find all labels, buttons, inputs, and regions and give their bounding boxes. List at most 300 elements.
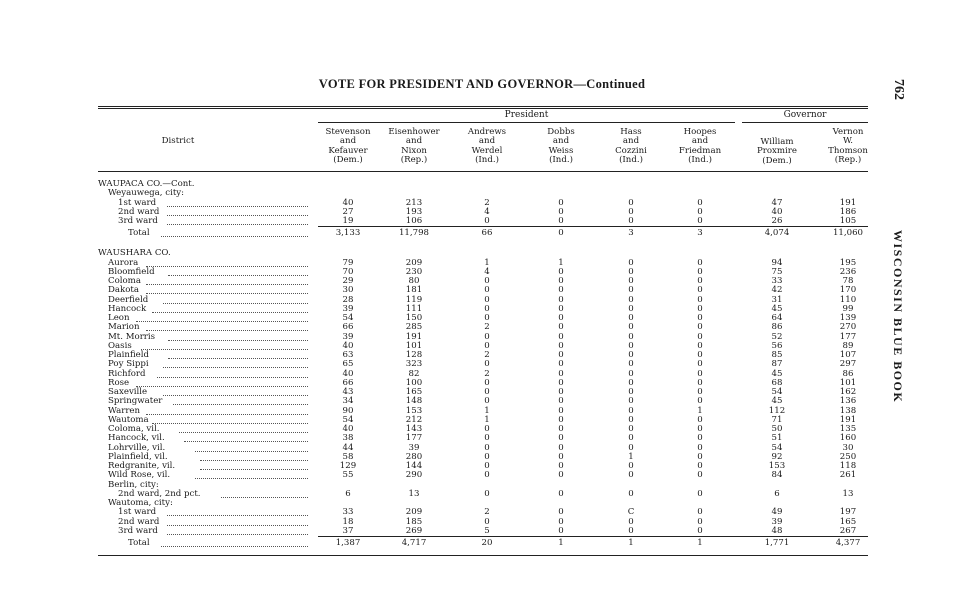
- candidate-header: [447, 128, 527, 166]
- vote-count: 70: [342, 266, 354, 277]
- vote-count: 34: [342, 396, 354, 407]
- candidate-header-line: Stevenson: [325, 127, 371, 137]
- vote-count: 0: [558, 461, 564, 471]
- district-label: Plainfield: [108, 350, 150, 360]
- district-label: 1st ward: [118, 197, 157, 208]
- vote-count: 139: [839, 313, 857, 323]
- leader-dots: [200, 459, 308, 461]
- vote-count: 0: [697, 488, 703, 499]
- vote-count: 4,377: [835, 538, 861, 548]
- vote-count: 0: [628, 322, 634, 333]
- vote-count: 162: [839, 387, 857, 397]
- vote-count: 0: [697, 276, 703, 286]
- vote-count: 269: [405, 525, 423, 536]
- vote-count: 40: [342, 340, 354, 351]
- district-label: Springwater: [108, 396, 163, 407]
- vote-count: 54: [342, 414, 354, 425]
- vote-count: 0: [628, 197, 634, 208]
- vote-count: 0: [558, 359, 564, 370]
- vote-count: 0: [484, 488, 490, 499]
- vote-count: 197: [839, 507, 857, 518]
- vote-count: 290: [405, 470, 423, 481]
- vote-count: 0: [558, 350, 564, 360]
- district-label: Leon: [108, 313, 130, 323]
- candidate-header-line: and: [691, 136, 709, 147]
- vote-count: 213: [405, 197, 423, 208]
- district-label: 1st ward: [118, 507, 157, 518]
- vote-count: 0: [628, 216, 634, 226]
- vote-count: 112: [768, 405, 786, 416]
- vote-count: 39: [771, 516, 783, 527]
- vote-count: 0: [628, 442, 634, 453]
- leader-dots: [195, 450, 308, 452]
- vote-count: 30: [842, 442, 854, 453]
- vote-count: 82: [408, 368, 420, 379]
- vote-count: 37: [342, 525, 354, 536]
- leader-dots: [167, 214, 308, 216]
- vote-count: 181: [405, 285, 423, 296]
- leader-dots: [163, 366, 308, 368]
- candidate-header: [808, 128, 888, 166]
- district-label: 2nd ward: [118, 516, 160, 527]
- vote-count: 0: [484, 396, 490, 407]
- vote-count: 209: [405, 507, 423, 518]
- vote-count: 51: [771, 433, 783, 444]
- vote-count: 0: [628, 525, 634, 536]
- vote-count: 0: [484, 276, 490, 286]
- candidate-header-line: and: [622, 136, 640, 147]
- candidate-header-line: Hoopes: [683, 127, 717, 137]
- table-top-rule-2: [98, 108, 868, 109]
- vote-count: 0: [484, 451, 490, 462]
- vote-count: 0: [558, 424, 564, 434]
- vote-count: 0: [484, 424, 490, 434]
- district-label: Wautoma, city:: [108, 498, 173, 508]
- vote-count: 0: [697, 294, 703, 305]
- vote-count: 270: [839, 322, 857, 333]
- vote-count: 2: [484, 197, 490, 208]
- vote-count: 285: [405, 322, 423, 333]
- vote-count: 0: [558, 303, 564, 314]
- vote-count: 185: [405, 516, 423, 527]
- vote-count: 0: [697, 359, 703, 370]
- vote-count: 0: [628, 206, 634, 217]
- vote-count: 0: [558, 470, 564, 481]
- candidate-header-line: Weiss: [548, 145, 574, 156]
- candidate-header-line: Andrews: [467, 127, 507, 137]
- vote-count: 118: [839, 461, 857, 471]
- vote-count: 261: [839, 470, 857, 481]
- vote-count: 5: [484, 525, 490, 536]
- vote-count: 0: [558, 525, 564, 536]
- vote-count: 0: [628, 414, 634, 425]
- candidate-header-line: W.: [842, 136, 854, 147]
- leader-dots: [146, 413, 308, 415]
- vote-count: 230: [405, 266, 423, 277]
- vote-count: 150: [405, 313, 423, 323]
- vote-count: 13: [408, 488, 420, 499]
- vote-count: 33: [342, 507, 354, 518]
- candidate-header-line: Vernon: [832, 127, 864, 137]
- vote-count: 99: [842, 303, 854, 314]
- vote-count: 0: [484, 313, 490, 323]
- vote-count: 0: [558, 340, 564, 351]
- vote-count: 0: [697, 340, 703, 351]
- district-label: Hancock, vil.: [108, 433, 165, 444]
- district-label: Coloma: [108, 276, 141, 286]
- vote-count: 0: [628, 340, 634, 351]
- vote-count: 2: [484, 350, 490, 360]
- vote-count: 110: [839, 294, 857, 305]
- vote-count: 0: [628, 461, 634, 471]
- vote-count: 0: [697, 433, 703, 444]
- vote-count: 87: [771, 359, 783, 370]
- vote-count: 236: [839, 266, 857, 277]
- district-label: 2nd ward: [118, 206, 160, 217]
- vote-count: 92: [771, 451, 783, 462]
- vote-count: 0: [697, 368, 703, 379]
- vote-count: 0: [484, 516, 490, 527]
- leader-dots: [221, 496, 308, 498]
- leader-dots: [167, 514, 308, 516]
- vote-count: 40: [342, 368, 354, 379]
- vote-count: 2: [484, 322, 490, 333]
- governor-group-label: Governor: [783, 110, 827, 120]
- vote-count: 191: [839, 414, 857, 425]
- vote-count: 66: [342, 377, 354, 388]
- vote-count: 0: [628, 359, 634, 370]
- vote-count: 0: [628, 396, 634, 407]
- vote-count: 2: [484, 368, 490, 379]
- vote-count: 0: [558, 433, 564, 444]
- vote-count: 26: [771, 216, 783, 226]
- candidate-header-line: Dobbs: [547, 127, 575, 137]
- candidate-header-line: and: [552, 136, 570, 147]
- vote-count: 0: [628, 377, 634, 388]
- vote-count: 0: [484, 359, 490, 370]
- candidate-header-line: Nixon: [401, 145, 427, 156]
- vote-count: 0: [484, 294, 490, 305]
- vote-count: 0: [628, 257, 634, 268]
- vote-count: 0: [628, 488, 634, 499]
- vote-count: 0: [558, 276, 564, 286]
- district-label: Bloomfield: [108, 266, 155, 277]
- vote-count: 0: [697, 387, 703, 397]
- district-label: Rose: [108, 377, 130, 388]
- vote-count: 0: [697, 313, 703, 323]
- vote-count: 78: [842, 276, 854, 286]
- president-group-label: President: [504, 110, 549, 120]
- vote-count: 20: [481, 538, 493, 548]
- vote-count: 1: [628, 451, 634, 462]
- candidate-header-line: Proxmire: [756, 146, 797, 157]
- vote-count: 2: [484, 507, 490, 518]
- leader-dots: [167, 524, 308, 526]
- vote-count: 47: [771, 197, 783, 208]
- district-label: Plainfield, vil.: [108, 451, 168, 462]
- leader-dots: [152, 311, 308, 313]
- district-label: Berlin, city:: [108, 479, 159, 490]
- leader-dots: [136, 385, 308, 387]
- vote-count: 63: [342, 350, 354, 360]
- vote-count: 39: [342, 331, 354, 342]
- vote-count: 31: [771, 294, 783, 305]
- vote-count: 48: [771, 525, 783, 536]
- vote-count: 38: [342, 433, 354, 444]
- vote-count: 0: [628, 266, 634, 277]
- district-label: Poy Sippi: [108, 359, 149, 370]
- vote-count: 0: [697, 216, 703, 226]
- vote-count: 0: [697, 470, 703, 481]
- leader-dots: [157, 376, 308, 378]
- candidate-header-line: Thomson: [828, 145, 868, 156]
- vote-count: 0: [697, 507, 703, 518]
- vote-count: 0: [558, 322, 564, 333]
- candidate-header-line: (Ind.): [475, 155, 499, 166]
- vote-count: 0: [697, 322, 703, 333]
- table-top-rule: [98, 106, 868, 107]
- vote-count: 128: [405, 350, 423, 360]
- vote-count: 0: [558, 228, 564, 239]
- vote-count: 0: [484, 377, 490, 388]
- vote-count: 40: [771, 206, 783, 217]
- page-number: 762: [891, 79, 906, 100]
- vote-count: 49: [771, 507, 783, 518]
- vote-count: 13: [842, 488, 854, 499]
- vote-count: 39: [342, 303, 354, 314]
- leader-dots: [168, 339, 308, 341]
- candidate-header-line: Hass: [620, 127, 642, 137]
- vote-count: 19: [342, 216, 354, 226]
- vote-count: 86: [771, 322, 783, 333]
- vote-count: 0: [628, 387, 634, 397]
- vote-count: 0: [484, 433, 490, 444]
- vote-count: 65: [342, 359, 354, 370]
- book-title-side: WISCONSIN BLUE BOOK: [891, 230, 905, 404]
- candidate-header: [660, 128, 740, 166]
- candidate-header: [737, 138, 817, 166]
- vote-count: 55: [342, 470, 354, 481]
- vote-count: 43: [342, 387, 354, 397]
- leader-dots: [179, 431, 308, 433]
- vote-count: 105: [839, 216, 857, 226]
- vote-count: 0: [558, 516, 564, 527]
- district-label: Redgranite, vil.: [108, 461, 176, 471]
- total-label: Total: [128, 228, 150, 239]
- vote-count: 6: [345, 488, 351, 499]
- vote-count: 0: [558, 405, 564, 416]
- vote-count: 153: [768, 461, 786, 471]
- candidate-header-line: (Dem.): [333, 155, 363, 166]
- vote-count: 0: [697, 424, 703, 434]
- vote-count: 39: [408, 442, 420, 453]
- vote-count: 1: [484, 405, 490, 416]
- vote-count: 3,133: [335, 228, 361, 239]
- vote-count: 0: [628, 433, 634, 444]
- leader-dots: [168, 274, 308, 276]
- vote-count: 11,798: [398, 228, 430, 239]
- vote-count: 136: [839, 396, 857, 407]
- district-label: Deerfield: [108, 294, 149, 305]
- vote-count: 44: [342, 442, 354, 453]
- district-label: Coloma, vil.: [108, 424, 160, 434]
- vote-count: 18: [342, 516, 354, 527]
- leader-dots: [146, 292, 308, 294]
- vote-count: 3: [697, 228, 703, 239]
- total-label: Total: [128, 538, 150, 548]
- district-label: Lohrville, vil.: [108, 442, 166, 453]
- vote-count: 148: [405, 396, 423, 407]
- vote-count: 195: [839, 257, 857, 268]
- vote-count: 0: [697, 285, 703, 296]
- vote-count: 101: [839, 377, 857, 388]
- vote-count: 0: [484, 461, 490, 471]
- total-rule: [318, 536, 868, 537]
- candidate-header-line: Werdel: [471, 145, 503, 156]
- candidate-header-line: Eisenhower: [388, 127, 440, 137]
- vote-count: 0: [628, 350, 634, 360]
- vote-count: 0: [628, 405, 634, 416]
- vote-count: 89: [842, 340, 854, 351]
- vote-count: 0: [697, 414, 703, 425]
- vote-count: 0: [558, 368, 564, 379]
- vote-count: 138: [839, 405, 857, 416]
- vote-count: 52: [771, 331, 783, 342]
- vote-count: 0: [697, 266, 703, 277]
- vote-count: 40: [342, 424, 354, 434]
- vote-count: 71: [771, 414, 783, 425]
- district-label: Warren: [108, 405, 141, 416]
- vote-count: 85: [771, 350, 783, 360]
- vote-count: 45: [771, 368, 783, 379]
- leader-dots: [195, 477, 308, 479]
- leader-dots: [141, 348, 308, 350]
- vote-count: 45: [771, 396, 783, 407]
- candidate-header-line: Cozzini: [615, 145, 647, 156]
- vote-count: 0: [697, 303, 703, 314]
- district-label: Mt. Morris: [108, 331, 156, 342]
- vote-count: 0: [558, 206, 564, 217]
- vote-count: 30: [342, 285, 354, 296]
- candidate-header-line: (Ind.): [619, 155, 643, 166]
- vote-count: 54: [771, 387, 783, 397]
- district-label: 2nd ward, 2nd pct.: [118, 488, 201, 499]
- vote-count: 165: [405, 387, 423, 397]
- district-header: District: [161, 136, 195, 146]
- vote-count: 86: [842, 368, 854, 379]
- vote-count: 0: [558, 396, 564, 407]
- vote-count: 58: [342, 451, 354, 462]
- vote-count: 6: [774, 488, 780, 499]
- vote-count: 0: [558, 377, 564, 388]
- leader-dots: [167, 223, 308, 225]
- vote-count: 0: [558, 285, 564, 296]
- candidate-header-line: and: [478, 136, 496, 147]
- vote-count: 193: [405, 206, 423, 217]
- vote-count: 0: [628, 303, 634, 314]
- vote-count: 0: [558, 414, 564, 425]
- candidate-header-line: (Ind.): [688, 155, 712, 166]
- district-label: Hancock: [108, 303, 147, 314]
- leader-dots: [167, 533, 308, 535]
- candidate-header-line: (Ind.): [549, 155, 573, 166]
- governor-group-rule: [742, 122, 868, 123]
- vote-count: 0: [628, 516, 634, 527]
- leader-dots: [163, 394, 308, 396]
- leader-dots: [184, 440, 308, 442]
- leader-dots: [163, 302, 308, 304]
- vote-count: 0: [628, 424, 634, 434]
- vote-count: 1: [484, 257, 490, 268]
- vote-count: 170: [839, 285, 857, 296]
- district-label: Wild Rose, vil.: [108, 470, 171, 481]
- vote-count: 0: [558, 216, 564, 226]
- vote-count: 11,060: [832, 228, 864, 239]
- vote-count: 0: [558, 266, 564, 277]
- vote-count: 0: [697, 331, 703, 342]
- leader-dots: [146, 329, 308, 331]
- vote-count: 4,717: [401, 538, 427, 548]
- vote-count: 111: [405, 303, 423, 314]
- vote-count: 153: [405, 405, 423, 416]
- leader-dots: [146, 265, 308, 267]
- candidate-header-line: (Rep.): [834, 155, 862, 166]
- vote-count: 66: [481, 228, 493, 239]
- district-label: Weyauwega, city:: [108, 188, 185, 199]
- vote-count: 177: [405, 433, 423, 444]
- vote-count: 50: [771, 424, 783, 434]
- vote-count: 56: [771, 340, 783, 351]
- vote-count: 191: [405, 331, 423, 342]
- vote-count: 0: [697, 461, 703, 471]
- vote-count: 0: [484, 216, 490, 226]
- vote-count: 0: [697, 451, 703, 462]
- vote-count: 0: [558, 294, 564, 305]
- vote-count: 143: [405, 424, 423, 434]
- vote-count: 135: [839, 424, 857, 434]
- district-label: Marion: [108, 322, 140, 333]
- district-label: Oasis: [108, 340, 132, 351]
- vote-count: 0: [484, 387, 490, 397]
- vote-count: 29: [342, 276, 354, 286]
- vote-count: 267: [839, 525, 857, 536]
- vote-count: 0: [628, 368, 634, 379]
- district-label: WAUPACA CO.—Cont.: [98, 179, 195, 189]
- vote-count: 100: [405, 377, 423, 388]
- vote-count: 3: [628, 228, 634, 239]
- candidate-header-line: Kefauver: [328, 145, 368, 156]
- leader-dots: [173, 403, 308, 405]
- vote-count: 165: [839, 516, 857, 527]
- vote-count: 209: [405, 257, 423, 268]
- leader-dots: [200, 468, 308, 470]
- vote-count: 0: [697, 516, 703, 527]
- vote-count: 27: [342, 206, 354, 217]
- vote-count: 0: [628, 294, 634, 305]
- vote-count: 0: [628, 313, 634, 323]
- vote-count: 94: [771, 257, 783, 268]
- vote-count: 0: [484, 303, 490, 314]
- candidate-header-line: (Dem.): [762, 155, 792, 166]
- district-label: Wautoma: [108, 414, 149, 425]
- candidate-header: [521, 128, 601, 166]
- vote-count: 64: [771, 313, 783, 323]
- district-label: Dakota: [108, 285, 139, 296]
- vote-count: 191: [839, 197, 857, 208]
- vote-count: 177: [839, 331, 857, 342]
- vote-count: 0: [558, 387, 564, 397]
- district-label: 3rd ward: [118, 525, 158, 536]
